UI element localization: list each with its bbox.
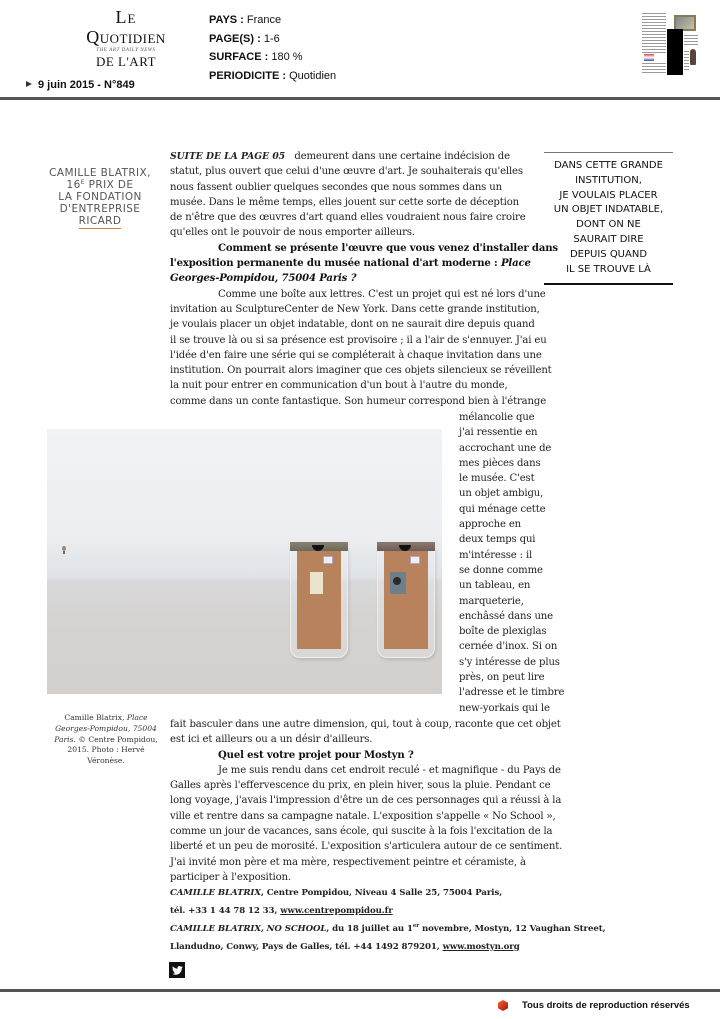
info-pompidou: CAMILLE BLATRIX, Centre Pompidou, Niveau 4 Salle 25, 75004 Paris, bbox=[170, 888, 503, 899]
photo-caption: Camille Blatrix, Place Georges-Pompidou, 75004 Paris. © Centre Pompidou, 2015. Photo : Hervé Véronèse. bbox=[54, 713, 158, 766]
artwork-photo bbox=[47, 429, 442, 694]
logo-line-1: LE bbox=[115, 7, 137, 27]
question-2: Quel est votre projet pour Mostyn ? bbox=[218, 749, 414, 761]
continued-label: SUITE DE LA PAGE 05 bbox=[170, 151, 286, 162]
page-thumbnail[interactable] bbox=[640, 5, 700, 73]
question-1: Comment se présente l'œuvre que vous venez d'installer dans bbox=[218, 242, 558, 254]
twitter-icon bbox=[172, 966, 183, 975]
cube-logo-icon bbox=[498, 1000, 508, 1011]
header-rule bbox=[0, 97, 720, 100]
issue-date: 9 juin 2015 - N°849 bbox=[26, 79, 135, 92]
twitter-share-button[interactable] bbox=[169, 962, 185, 978]
link-mostyn[interactable]: www.mostyn.org bbox=[442, 941, 520, 952]
question-1-cont: l'exposition permanente du musée national d'art moderne : Place bbox=[170, 258, 531, 270]
meta-pages: PAGE(S) : 1-6 bbox=[209, 32, 280, 45]
publication-logo bbox=[70, 8, 182, 69]
copyright-notice: Tous droits de reproduction réservés bbox=[522, 1000, 690, 1011]
meta-country: PAYS : France bbox=[209, 14, 282, 26]
press-metadata bbox=[209, 11, 336, 85]
footer bbox=[498, 1000, 690, 1011]
logo-line-3: DE L'ART bbox=[95, 54, 157, 69]
footer-rule bbox=[0, 989, 720, 992]
article-body-column: mélancolie que j'ai ressentie en accrochant une de mes pièces dans le musée. C'est un objet ambigu, qui ménage cette approche en deux temps qui m'intéresse : il se donne comme un tableau, en marqueterie, enchâssé dans une boîte de plexiglas cernée d'inox. Si on s'y intéresse de plus près, on peut lire l'adresse et le timbre new-yorkais qui le bbox=[459, 412, 565, 714]
logo-line-2: QUOTIDIEN bbox=[86, 27, 166, 47]
triangle-bullet-icon bbox=[26, 81, 32, 87]
article-body-top: SUITE DE LA PAGE 05 demeurent dans une certaine indécision de statut, plus ouvert que celui d'une œuvre d'art. Je souhaiterais qu'elles nous fassent oublier quelques secondes que nous sommes dans un musée. Dans le même temps, elles jouent sur cette sorte de déception de n'être que des œuvres d'art quand elles voudraient nous faire croire qu'elles ont le pouvoir de nous emporter ailleurs. Comment se présente l'œuvre que vous venez d'installer dans l'exposition permanente du musée national d'art moderne : Place Georges-Pompidou, 75004 Paris ? Comme une boîte aux lettres. C'est un projet qui est né lors d'une invitation au SculptureCenter de New York. Dans cette grande institution, je voulais placer un objet indatable, dont on ne saurait dire depuis quand il se trouve là ou si sa présence est provisoire ; il a l'air de s'ennuyer. J'ai eu l'idée d'en faire une série qui se compléterait à chaque invitation dans une institution. On pourrait alors imaginer que ces objets silencieux se réveillent la nuit pour entrer en communication d'un bout à l'autre du monde, comme dans un conte fantastique. Son humeur correspond bien à l'étrange bbox=[170, 151, 558, 407]
pull-quote: DANS CETTE GRANDE INSTITUTION, JE VOULAIS PLACER UN OBJET INDATABLE, DONT ON NE SAURAIT DIRE DEPUIS QUAND IL SE TROUVE LÀ bbox=[544, 152, 673, 285]
mailbox-artwork-1 bbox=[290, 542, 348, 658]
info-mostyn: CAMILLE BLATRIX, NO SCHOOL, du 18 juillet au 1er novembre, Mostyn, 12 Vaughan Street, bbox=[170, 922, 606, 934]
article-body-bottom: fait basculer dans une autre dimension, qui, tout à coup, raconte que cet objet est ici et ailleurs ou a un désir d'ailleurs. Quel est votre projet pour Mostyn ? Je me suis rendu dans cet endroit reculé - et magnifique - du Pays de Galles après l'effervescence du prix, en plein hiver, sous la pluie. Pendant ce long voyage, j'avais l'impression d'être un de ces personnages qui a réussi à la ville et rentre dans sa campagne natale. L'exposition s'appelle « No School », comme un jour de vacances, sans école, qui suscite à la fois l'excitation de la liberté et un peu de morosité. L'exposition s'articulera autour de ce sentiment. J'ai invité mon père et ma mère, respectivement peintre et céramiste, à participer à l'exposition. CAMILLE BLATRIX, Centre Pompidou, Niveau 4 Salle 25, 75004 Paris, tél. +33 1 44 78 12 33, www.centrepompidou.fr CAMILLE BLATRIX, NO SCHOOL, du 18 juillet au 1er novembre, Mostyn, 12 Vaughan Street, Llandudno, Conwy, Pays de Galles, tél. +44 1492 879201, www.mostyn.org bbox=[170, 719, 606, 952]
meta-surface: SURFACE : 180 % bbox=[209, 51, 303, 63]
side-heading: CAMILLE BLATRIX, $16^E$ PRIX DE LA FONDATION D'ENTREPRISE RICARD bbox=[49, 167, 151, 227]
mailbox-artwork-2 bbox=[377, 542, 435, 658]
logo-tagline: THE ART DAILY NEWS bbox=[96, 48, 156, 53]
meta-periodicity: PERIODICITE : Quotidien bbox=[209, 69, 337, 82]
link-centrepompidou[interactable]: www.centrepompidou.fr bbox=[280, 906, 393, 917]
